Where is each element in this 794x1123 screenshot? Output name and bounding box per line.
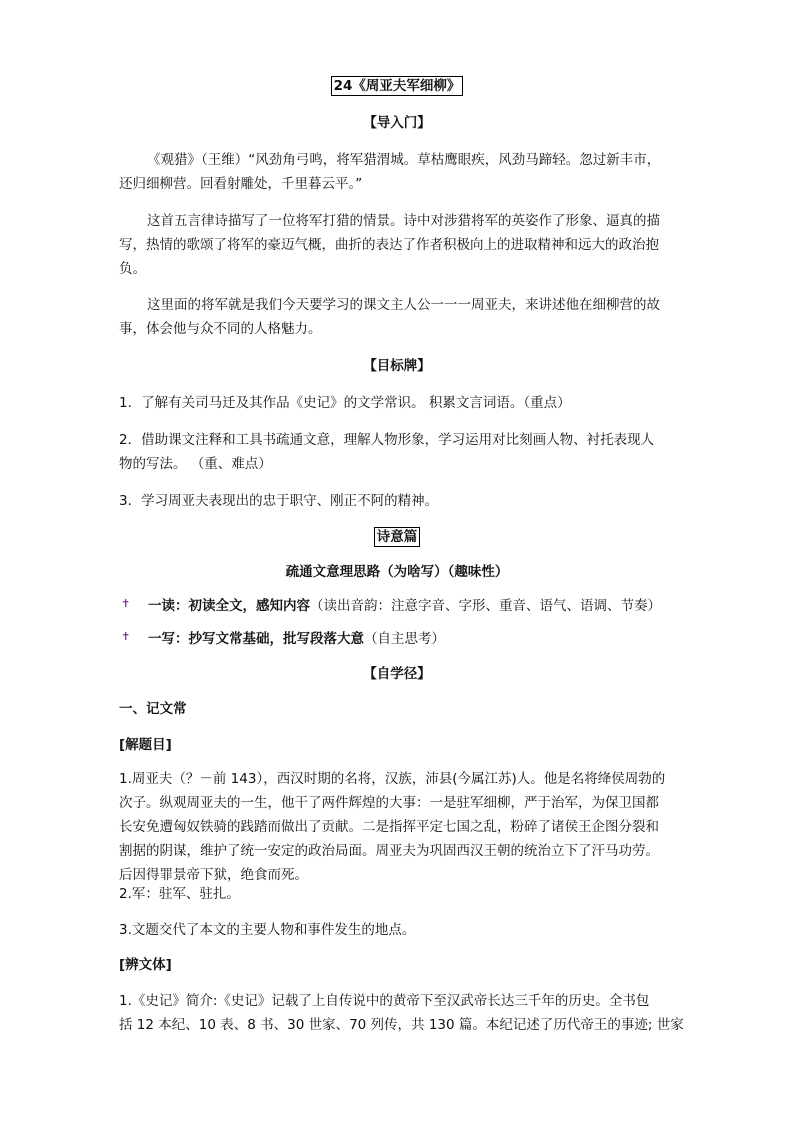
explain-line-1: 1.周亚夫（？－前 143），西汉时期的名将，汉族，沛县(今属江苏)人。他是名将绛侯周勃的 xyxy=(119,771,666,787)
bullet-icon: ✝ xyxy=(121,597,131,610)
goal-2-line-1: 2．借助课文注释和工具书疏通文意，理解人物形象，学习运用对比刻画人物、衬托表现人 xyxy=(119,432,655,448)
title-row xyxy=(119,74,675,98)
explain-item-3: 3.文题交代了本文的主要人物和事件发生的地点。 xyxy=(119,922,416,938)
bullet-write-rest: （自主思考） xyxy=(364,631,445,647)
bullet-icon: ✝ xyxy=(121,630,131,643)
bullet-read-rest: （读出音韵：注意字音、字形、重音、语气、语调、节奏） xyxy=(310,598,661,614)
goal-3: 3．学习周亚夫表现出的忠于职守、刚正不阿的精神。 xyxy=(119,493,439,509)
section-self-heading: 【自学径】 xyxy=(363,666,431,682)
intro-para1-line-3: 负。 xyxy=(119,261,146,277)
section-intro-heading: 【导入门】 xyxy=(363,115,431,131)
explain-item-2: 2.军：驻军、驻扎。 xyxy=(119,886,240,902)
genre-line-2: 括 12 本纪、10 表、8 书、30 世家、70 列传，共 130 篇。本纪记述了历代帝王的事迹; 世家 xyxy=(119,1017,684,1033)
intro-para1-line-1: 这首五言律诗描写了一位将军打猎的情景。诗中对涉猎将军的英姿作了形象、逼真的描 xyxy=(147,213,660,229)
explain-line-4: 割据的阴谋，维护了统一安定的政治局面。周亚夫为巩固西汉王朝的统治立下了汗马功劳。 xyxy=(119,843,659,859)
poem-line-2: 还归细柳营。回看射雕处，千里暮云平。” xyxy=(119,176,363,192)
heading-explain-title: [解题目] xyxy=(119,737,172,753)
goal-2-line-2: 物的写法。 （重、难点） xyxy=(119,456,272,472)
intro-para2-line-2: 事，体会他与众不同的人格魅力。 xyxy=(119,321,322,337)
poem-line-1: 《观猎》（王维）“风劲角弓鸣，将军猎渭城。草枯鹰眼疾，风劲马蹄轻。忽过新丰市， xyxy=(147,152,661,168)
bullet-read-bold: 一读：初读全文，感知内容 xyxy=(148,598,310,614)
goal-1: 1．了解有关司马迁及其作品《史记》的文学常识。 积累文言词语。（重点） xyxy=(119,395,571,411)
explain-line-3: 长安免遭匈奴铁骑的践踏而做出了贡献。二是指挥平定七国之乱，粉碎了诸侯王企图分裂和 xyxy=(119,819,659,835)
heading-record: 一、记文常 xyxy=(119,701,187,717)
section-subtitle: 疏通文意理思路（为啥写）（趣味性） xyxy=(285,564,509,580)
bullet-item-write xyxy=(148,627,678,651)
section-goal-heading: 【目标牌】 xyxy=(363,358,431,374)
bullet-write-bold: 一写：抄写文常基础，批写段落大意 xyxy=(148,631,364,647)
intro-para1-line-2: 写，热情的歌颂了将军的豪迈气概，曲折的表达了作者积极向上的进取精神和远大的政治抱 xyxy=(119,237,659,253)
bullet-item-read xyxy=(148,594,678,618)
heading-genre: [辨文体] xyxy=(119,957,172,973)
poem-section-row xyxy=(119,525,675,549)
explain-line-5: 后因得罪景帝下狱，绝食而死。 xyxy=(119,867,308,883)
poem-section-heading: 诗意篇 xyxy=(374,527,421,547)
genre-line-1: 1.《史记》简介:《史记》记载了上自传说中的黄帝下至汉武帝长达三千年的历史。全书包 xyxy=(119,993,650,1009)
explain-line-2: 次子。纵观周亚夫的一生，他干了两件辉煌的大事：一是驻军细柳，严于治军，为保卫国都 xyxy=(119,795,659,811)
intro-para2-line-1: 这里面的将军就是我们今天要学习的课文主人公一一一周亚夫，来讲述他在细柳营的故 xyxy=(147,297,660,313)
document-title: 24《周亚夫军细柳》 xyxy=(331,76,464,96)
